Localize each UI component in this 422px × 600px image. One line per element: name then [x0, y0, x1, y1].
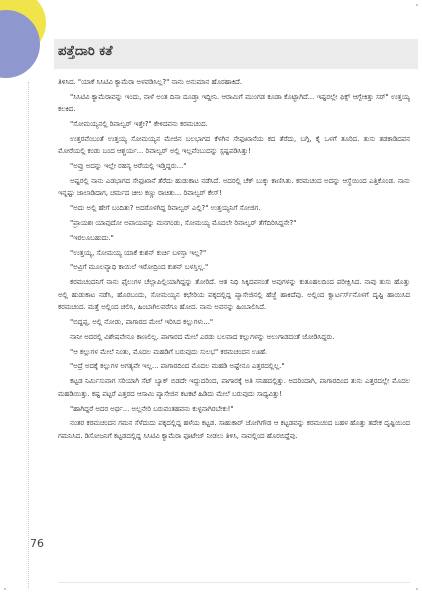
- paragraph: ಉತ್ತರವೆಂಬಂತೆ ಉತ್ತಯ್ಯ ಸೋಮಯ್ಯನ ಮೇಜಿನ ಬಲಭಾಗದ ಕೆಳಗಿನ ಸೇಫುಖಾನೆಯ ಕದ ತೆರೆದು, ಬಗ್ಗಿ, ಕೈ ಒಳಗೆ ತೂರಿದ. ತುಸು ತಡಕಾಡಿದವನ ಮೋರೆಯಲ್ಲಿ ಕಂಡು ಬಂದ ಆಶ್ಚರ್ಯ... ರಿವಾಲ್ವರ್ ಅಲ್ಲಿ ಇಲ್ಲವೆಂಬುದನ್ನು ಸ್ಪಷ್ಟಪಡಿಸಿತ್ತು!: [58, 134, 410, 156]
- page-number: 76: [30, 537, 44, 550]
- corner-mark: [4, 588, 6, 590]
- paragraph: ನಾನೀ ಅದರಲ್ಲಿ ವಿಶೇಷವೇನೂ ಕಾಣಲಿಲ್ಲ. ಪಾಗಾರದ ಮೇಲೆ ಎರಡು ಬಲವಾದ ಕಲ್ಲುಗಳನ್ನು ಅಲುಗಾಡದಂತೆ ಜೋಡಿಸಿದ್ದರು.: [70, 332, 335, 341]
- paragraph: ಕರಮಚಂದನಿಗೆ ನಾನು ಫೈಲುಗಳ ಚೆಲ್ಲಾಪಿಲ್ಲಿಯಾಗಿದ್ದನ್ನು ತೋರಿದೆ. ಆತ ನಿಧಿ ಸಿಕ್ಕಿದವನಂತೆ ಅವುಗಳನ್ನು ಕುತೂಹಲದಿಂದ ಪರೀಕ್ಷಿಸಿದ. ನಾವು ತುಸು ಹೊತ್ತು ಅಲ್ಲಿ ಹುಡುಕಾಟ ನಡೆಸಿ, ಹೊರಬಂದು, ಸೋಮಯ್ಯನ ಕಛೇರಿಯ ಪಕ್ಕದಲ್ಲಿದ್ದ ಪ್ಯಾಸೇಜಿನಲ್ಲಿ ಹೆಜ್ಜೆ ಹಾಕಿದೆವು. ಅಲ್ಲಿಂದ ಕ್ವಾರ್ಟರ್ಸ್‌ನೊಳಗೆ ದೃಷ್ಟಿ ಹಾಯಿಸಿದ ಕರಮಚಂದ. ಮತ್ತೆ ಅಲ್ಲಿಂದ ಚಲಿಸಿ, ಹಿಂಬಾಗಿಲವರೆಗೂ ಹೋದ. ನಾನು ಅವನನ್ನು ಹಿಂಬಾಲಿಸಿದೆ.: [58, 278, 410, 312]
- paragraph: ತಿಳಿಸಿದ. "ಯಾಕೆ ಸಿಸಿಟಿವಿ ಕ್ಯಾಮೆರಾ ಅಳವಡಿಸಿಲ್ಲ?" ನಾನು ಅನುಮಾನ ಹೊರಹಾಕಿದೆ.: [58, 78, 242, 86]
- section-title: ಪತ್ತೆದಾರಿ ಕತೆ: [58, 44, 113, 59]
- paragraph: "ಹಾಗಿದ್ದರೆ ಅದರ ಅರ್ಥ... ಅಲ್ಲನೇರಿ ಬರುವಂತಹವನು ಕುಳ್ಳನಾಗಿರಬೇಕು!": [70, 404, 234, 413]
- corner-mark: [416, 588, 418, 590]
- paragraph: ನಂತರ ಕರಮಚಂದನ ಗಮನ ಸೆಳೆದುದು ಪಕ್ಕದಲ್ಲಿದ್ದ ಹಳೆಯ ಕಟ್ಟಡ. ಸಾಹುಕಾರ್ ಜೋಗಿಗೌಡ ಆ ಕಟ್ಟಡವನ್ನು ಕರಮಚಂದ ಬಹಳ ಹೊತ್ತು ತದೇಕ ದೃಷ್ಟಿಯಿಂದ ಗಮನಿಸಿದ. ಡಿಸೋಜನಿಗೆ ಕಟ್ಟಡದಲ್ಲಿದ್ದ ಸಿಸಿಟಿವಿ ಕ್ಯಾಮೆರಾ ಫೂಟೇಜ್ ನೀಡಲು ತಿಳಿಸಿ, ನಾವಲ್ಲಿಂದ ಹೊರಬಿದ್ದೆವು.: [58, 419, 410, 440]
- paragraph: "ಪ್ರಾಯಶಃ ಯಾವುದೋ ಅಪಾಯವನ್ನು ಮನಗಂಡು, ಸೋಮಯ್ಯ ಮೊದಲೇ ರಿವಾಲ್ವರ್ ತೆಗೆದಿರಿಸಿದ್ದನೇ?": [70, 219, 297, 228]
- story-text: [58, 76, 410, 445]
- footer-divider: [58, 582, 410, 583]
- paragraph: "ಸೋಮಯ್ಯನಲ್ಲಿ ರಿವಾಲ್ವರ್ ಇತ್ತೇ?" ಕೇಳಿದವನು ಕರಮಚಂದ.: [70, 120, 208, 129]
- left-dotted-margin-line: [28, 82, 29, 588]
- paragraph: "ಆ ಕಲ್ಲುಗಳ ಮೇಲೆ ನಿಂತು, ಮೊದಲ ಮಹಡಿಗೆ ಬರುವುದು ಸುಲಭ" ಕರಮಚಂದನ ಊಹೆ.: [70, 347, 268, 356]
- paragraph: "ಬಿದ್ದಪ್ಪ, ಅಲ್ಲಿ ನೋಡು, ಪಾಗಾರದ ಮೇಲೆ ಇರಿಸಿದ ಕಲ್ಲುಗಳು...": [70, 318, 214, 327]
- paragraph: "ಅವ್ರು ಅದನ್ನು ಇಲ್ಲೇ ರಹಸ್ಯ ಅರೆಯಲ್ಲಿ ಇಡ್ತಿದ್ದರು...": [70, 162, 187, 171]
- paragraph: ಕಟ್ಟಡ ನಿರ್ಮಿಸುವಾಗ ಸರಿಯಾಗಿ ಸೆಟ್ ಬ್ಯಾಕ್ ಬಿಡದೇ ಇದ್ದುದರಿಂದ, ಪಾಗಾರಕ್ಕೆ ಅತಿ ಸನಿಹದಲ್ಲಿತ್ತು. ಅದರಿಂದಾಗಿ, ಪಾಗಾರದಿಂದ ತುಸು ಎತ್ತರದಲ್ಲೇ ಮೊದಲ ಮಹಡಿಯಿತ್ತು. ಕಷ್ಟ ಪಟ್ಟರೆ ಎತ್ತರದ ಆಸಾಮಿ ಪ್ಯಾಸೇಜಿನ ಕಟಕಟೆ ಹಿಡಿದು ಮೇಲೆ ಬರುವುದು ಸಾಧ್ಯವಿತ್ತು!: [58, 377, 410, 398]
- paragraph: ಅಷ್ಟರಲ್ಲಿ ನಾನು ಎಡಭಾಗದ ಸೇಫುಖಾನೆ ತೆರೆದು ಹುಡುಕಾಟ ನಡೆಸಿದೆ. ಅದರಲ್ಲಿ ಚೆಕ್ ಬುಕ್ಕು ಕಾಣಿಸಿತು. ಕರಮಚಂದ ಅದನ್ನು ಆಸ್ಥೆಯಿಂದ ಎತ್ತಿಕೊಂಡ. ನಾನು ಇನ್ನಷ್ಟು ಜಾಲಾಡಿದಾಗ, ಚರ್ಮದ ಚೀಲ ಕಣ್ಣು ರಾಚಿತು... ರಿವಾಲ್ವರ್ ಕೇಸ್!: [58, 176, 410, 198]
- paragraph: "ಉತ್ತಯ್ಯ, ಸೋಮಯ್ಯ ಯಾಕೆ ಕುಶನ್ ಕುರ್ಚಿ ಬಳಸ್ತಾ ಇಲ್ಲ?": [70, 248, 207, 257]
- paragraph: "ಅದ್ರೆ ಅದಕ್ಕೆ ಕಲ್ಲುಗಳ ಅಗತ್ಯವೇ ಇಲ್ಲ... ಪಾಗಾರದಿಂದ ಮೊದಲ ಮಹಡಿ ಅಷ್ಟೇನೂ ಎತ್ತರದಲ್ಲಿಲ್ಲ.": [70, 362, 285, 371]
- paragraph: "ಇರಲೂಬಹುದು.": [70, 233, 114, 242]
- paragraph: "ಅದು ಅಲ್ಲಿ ಹೇಗೆ ಬಂದಿತು? ಅದರೊಳಗಿದ್ದ ರಿವಾಲ್ವರ್ ಎಲ್ಲಿ?" ಉತ್ತಯ್ಯನಿಗೆ ಸೋಜಿಗ.: [70, 204, 261, 213]
- corner-mark: [416, 4, 418, 6]
- paragraph: "ಅವ್ರಿಗೆ ಮೂಲವ್ಯಾಧಿ ಕಾಯಿಲೆ ಇರೋದ್ರಿಂದ ಕುಶನ್ ಬಳಸ್ತಿಲ್ಲ.": [70, 263, 209, 272]
- paragraph: "ಸಿಸಿಟಿವಿ ಕ್ಯಾಮೆರಾವನ್ನು ಇಂದು, ನಾಳೆ ಅಂತ ದಿನಾ ದೂಡ್ತಾ ಇದ್ದೀನಿ. ಆರಾಮಿಗೆ ಮುಂಗಡ ಕೂಡಾ ಕೊಟ್ಟಾಗಿದೆ... ಇಷ್ಟರಲ್ಲೇ ಫಿಕ್ಸ್ ಆಗ್ಬೇಕಿತ್ತು ಸರ್" ಉತ್ತಯ್ಯ ಕಲಕಿದ.: [58, 92, 410, 114]
